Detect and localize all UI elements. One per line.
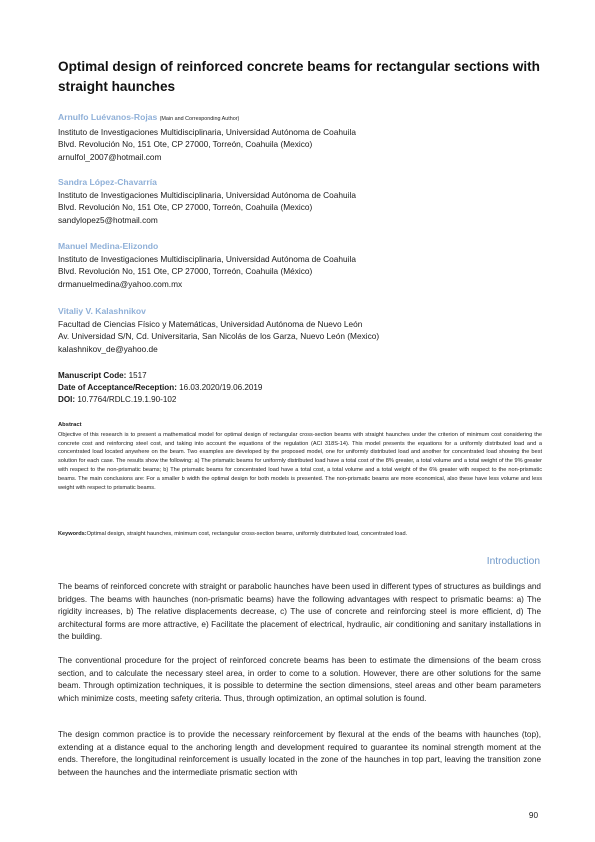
- keywords: [58, 530, 542, 539]
- section-heading: Introduction: [486, 556, 540, 567]
- author-email: kalashnikov_de@yahoo.de: [58, 343, 158, 354]
- author-affiliation: Instituto de Investigaciones Multidisciplinaria, Universidad Autónoma de Coahuila: [58, 126, 356, 137]
- body-paragraph: The design common practice is to provide the necessary reinforcement by flexural at the ends of the beams with haunches (top), extending at a distance equal to the anchoring length and development required to guarantee its nominal strength moment at the ends. Therefore, the longitudinal reinforcement is usually located in the zone of the haunches in top part, leaving the transition zone between the haunches and the intermediate prismatic section with: [58, 730, 541, 777]
- author-address: Av. Universidad S/N, Cd. Universitaria, San Nicolás de los Garza, Nuevo León (Mexico): [58, 331, 380, 342]
- abstract-heading: Abstract: [58, 422, 82, 428]
- author-name: Sandra López-Chavarría: [58, 177, 157, 187]
- author-name: Vitaliy V. Kalashnikov: [58, 306, 146, 316]
- dates-label: Date of Acceptance/Reception:: [58, 383, 177, 393]
- abstract: [58, 421, 542, 492]
- author-address: Blvd. Revolución No, 151 Ote, CP 27000, Torreón, Coahuila (Mexico): [58, 202, 313, 213]
- author-name: Arnulfo Luévanos-Rojas: [58, 112, 158, 122]
- body-paragraph: The beams of reinforced concrete with straight or parabolic haunches have been used in different types of structures as buildings and bridges. The beams with haunches (non-prismatic beams) have the following advantages with respect to prismatic beams: a) The rigidity increases, b) The relative displacements decrease, c) The use of concrete and reinforcing steel is more efficient, d) The architectural forms are more attractive, e) Facilitate the placement of electrical, hydraulic, air conditioning and sanitary installations in the building.: [58, 582, 541, 642]
- author-block-4: [58, 305, 548, 355]
- keywords-text: Optimal design, straight haunches, minimum cost, rectangular cross-section beams, uniformly distributed load, concentrated load.: [86, 531, 408, 537]
- manuscript-code-label: Manuscript Code:: [58, 371, 127, 380]
- body-paragraph: The conventional procedure for the project of reinforced concrete beams has been to estimate the dimensions of the beam cross section, and to calculate the necessary steel area, in order to come to a solution. However, there are other solutions for the same beam. Through optimization techniques, it is possible to determine the section dimensions, steel areas and other beam parameters which minimize costs, meeting safety criteria. Thus, through optimization, an optimal solution is found.: [58, 656, 541, 703]
- author-affiliation: Facultad de Ciencias Físico y Matemáticas, Universidad Autónoma de Nuevo León: [58, 318, 363, 329]
- page-number: 90: [528, 811, 538, 820]
- author-name: Manuel Medina-Elizondo: [58, 241, 159, 251]
- author-address: Blvd. Revolución No, 151 Ote, CP 27000, Torreón, Coahuila (México): [58, 266, 313, 277]
- author-affiliation: Instituto de Investigaciones Multidisciplinaria, Universidad Autónoma de Coahuila: [58, 189, 356, 200]
- author-email: drmanuelmedina@yahoo.com.mx: [58, 278, 183, 289]
- author-block-1: [58, 111, 548, 163]
- author-address: Blvd. Revolución No, 151 Ote, CP 27000, Torreón, Coahuila (Mexico): [58, 139, 313, 150]
- dates-value: 16.03.2020/19.06.2019: [179, 383, 263, 393]
- manuscript-info: [58, 370, 262, 407]
- author-note: (Main and Corresponding Author): [159, 116, 240, 122]
- paper-title: Optimal design of reinforced concrete beams for rectangular sections with straight haunches: [58, 59, 540, 94]
- doi-label: DOI:: [58, 395, 76, 405]
- author-block-2: [58, 176, 548, 226]
- author-email: sandylopez5@hotmail.com: [58, 214, 158, 225]
- author-block-3: [58, 240, 548, 290]
- author-email: arnulfol_2007@hotmail.com: [58, 151, 162, 162]
- manuscript-code-value: 1517: [128, 371, 147, 380]
- abstract-text: Objective of this research is to present a mathematical model for optimal design of rectangular cross-section beams with straight haunches under the criterion of minimum cost considering the concrete cost and reinforcing steel cost, and taking into account the equations of the regulation (ACI 318S-14). This model presents the equations for a uniformly distributed load and a concentrated load located anywhere on the beam. Two examples are developed by the proposed model, one for uniformly distributed load and another for concentrated load showing the best solution for each case. The results show the following: a) The prismatic beams for uniformly distributed load have a total cost of the 8% greater, a total volume and a total weight of the 9% greater with respect to the non-prismatic beams; b) The prismatic beams for concentrated load have a total cost, a total volume and a total weight of the 6% greater with respect to the non-prismatic beams. The main conclusions are: For a smaller b width the optimal design for both models is presented. The non-prismatic beams are more economical, also these have less volume and less weight with respect to prismatic beams.: [58, 431, 542, 491]
- keywords-label: Keywords:: [58, 531, 87, 537]
- doi-value[interactable]: 10.7764/RDLC.19.1.90-102: [77, 395, 177, 405]
- author-affiliation: Instituto de Investigaciones Multidisciplinaria, Universidad Autónoma de Coahuila: [58, 253, 356, 264]
